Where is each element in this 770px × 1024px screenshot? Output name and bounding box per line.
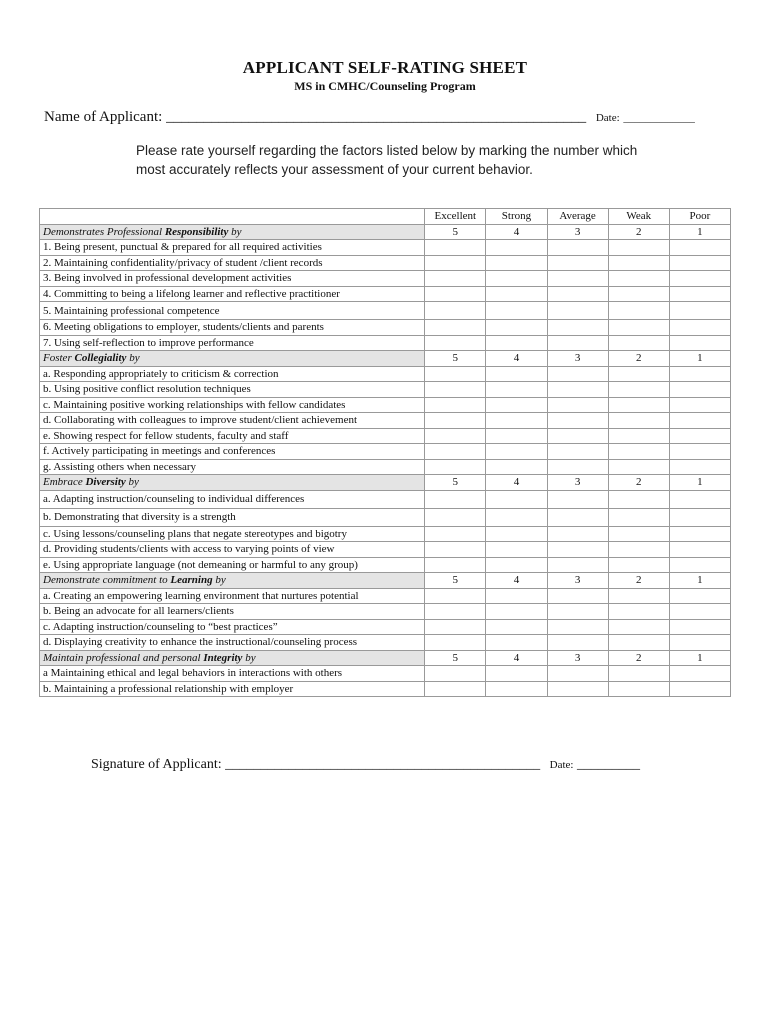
rating-cell[interactable]	[486, 557, 547, 573]
rating-cell[interactable]	[486, 681, 547, 697]
rating-cell[interactable]	[669, 302, 730, 320]
section-heading	[40, 351, 425, 367]
rating-value-cell[interactable]: 4	[486, 475, 547, 491]
rating-value-cell[interactable]: 3	[547, 573, 608, 589]
rating-cell[interactable]	[425, 666, 486, 682]
rating-cell[interactable]	[669, 542, 730, 558]
rating-cell[interactable]	[425, 444, 486, 460]
rating-cell[interactable]	[608, 286, 669, 302]
rating-cell[interactable]	[486, 542, 547, 558]
rating-cell[interactable]	[608, 635, 669, 651]
rating-cell[interactable]	[425, 459, 486, 475]
item-label: 5. Maintaining professional competence	[40, 302, 425, 320]
rating-value-cell[interactable]: 2	[608, 475, 669, 491]
rating-table	[39, 208, 731, 697]
rating-cell[interactable]	[486, 428, 547, 444]
item-label: 3. Being involved in professional development activities	[40, 271, 425, 287]
signature-date-label: Date:	[549, 759, 574, 771]
rating-cell[interactable]	[425, 320, 486, 336]
rating-value-cell[interactable]: 2	[608, 351, 669, 367]
rating-cell[interactable]	[547, 428, 608, 444]
rating-cell[interactable]	[608, 271, 669, 287]
rating-cell[interactable]	[425, 635, 486, 651]
rating-cell[interactable]	[608, 666, 669, 682]
rating-cell[interactable]	[547, 240, 608, 256]
rating-cell[interactable]	[669, 588, 730, 604]
rating-cell[interactable]	[486, 604, 547, 620]
rating-cell[interactable]	[669, 526, 730, 542]
rating-cell[interactable]	[425, 428, 486, 444]
section-keyword: Learning	[170, 574, 213, 587]
rating-cell[interactable]	[425, 490, 486, 508]
rating-cell[interactable]	[425, 382, 486, 398]
item-row	[40, 666, 731, 682]
item-label: 1. Being present, punctual & prepared for all required activities	[40, 240, 425, 256]
rating-cell[interactable]	[425, 619, 486, 635]
section-heading-prefix: Demonstrate commitment to	[43, 574, 171, 587]
rating-cell[interactable]	[486, 286, 547, 302]
rating-cell[interactable]	[669, 635, 730, 651]
date-label: Date:	[595, 112, 620, 124]
rating-cell[interactable]	[608, 428, 669, 444]
section-keyword: Integrity	[203, 651, 243, 664]
rating-value-cell[interactable]: 1	[669, 351, 730, 367]
rating-value-cell[interactable]: 5	[425, 351, 486, 367]
rating-cell[interactable]	[486, 413, 547, 429]
rating-cell[interactable]	[608, 557, 669, 573]
rating-value-cell[interactable]: 3	[547, 351, 608, 367]
item-label: c. Adapting instruction/counseling to “best practices”	[40, 619, 425, 635]
rating-cell[interactable]	[547, 681, 608, 697]
section-heading-prefix: Foster	[43, 352, 75, 365]
rating-cell[interactable]	[547, 459, 608, 475]
rating-cell[interactable]	[669, 382, 730, 398]
rating-cell[interactable]	[608, 588, 669, 604]
rating-cell[interactable]	[608, 444, 669, 460]
rating-cell[interactable]	[608, 302, 669, 320]
rating-cell[interactable]	[486, 397, 547, 413]
rating-value-cell[interactable]: 1	[669, 650, 730, 666]
rating-value-cell[interactable]: 1	[669, 573, 730, 589]
signature-date-field[interactable]: _________	[576, 757, 640, 772]
item-label: d. Displaying creativity to enhance the instructional/counseling process	[40, 635, 425, 651]
rating-value-cell[interactable]: 3	[547, 650, 608, 666]
rating-cell[interactable]	[608, 508, 669, 526]
rating-cell[interactable]	[669, 335, 730, 351]
rating-cell[interactable]	[608, 240, 669, 256]
rating-cell[interactable]	[547, 444, 608, 460]
item-row	[40, 619, 731, 635]
rating-cell[interactable]	[669, 508, 730, 526]
item-label: e. Showing respect for fellow students, faculty and staff	[40, 428, 425, 444]
item-label: b. Being an advocate for all learners/clients	[40, 604, 425, 620]
rating-cell[interactable]	[547, 335, 608, 351]
section-row	[40, 573, 731, 589]
rating-cell[interactable]	[608, 604, 669, 620]
rating-cell[interactable]	[669, 557, 730, 573]
section-row	[40, 224, 731, 240]
rating-cell[interactable]	[425, 542, 486, 558]
rating-cell[interactable]	[486, 508, 547, 526]
rating-cell[interactable]	[608, 413, 669, 429]
scale-header: Excellent	[425, 209, 486, 225]
rating-cell[interactable]	[547, 588, 608, 604]
rating-value-cell[interactable]: 1	[669, 224, 730, 240]
item-row	[40, 413, 731, 429]
rating-cell[interactable]	[547, 397, 608, 413]
rating-cell[interactable]	[547, 635, 608, 651]
item-row	[40, 240, 731, 256]
item-row	[40, 444, 731, 460]
item-row	[40, 542, 731, 558]
rating-cell[interactable]	[425, 588, 486, 604]
item-label: b. Using positive conflict resolution techniques	[40, 382, 425, 398]
rating-cell[interactable]	[486, 382, 547, 398]
rating-cell[interactable]	[669, 286, 730, 302]
rating-value-cell[interactable]: 4	[486, 573, 547, 589]
rating-value-cell[interactable]: 3	[547, 475, 608, 491]
date-field[interactable]: _____________	[623, 112, 695, 124]
instructions-line-2: most accurately reflects your assessment of your current behavior.	[136, 162, 533, 177]
item-row	[40, 271, 731, 287]
header-blank-cell	[40, 209, 425, 225]
item-row	[40, 490, 731, 508]
item-label: b. Maintaining a professional relationship with employer	[40, 681, 425, 697]
rating-value-cell[interactable]: 4	[486, 650, 547, 666]
item-label: e. Using appropriate language (not demeaning or harmful to any group)	[40, 557, 425, 573]
rating-cell[interactable]	[425, 604, 486, 620]
rating-cell[interactable]	[486, 335, 547, 351]
section-heading-suffix: by	[125, 476, 139, 489]
rating-cell[interactable]	[669, 604, 730, 620]
rating-cell[interactable]	[669, 320, 730, 336]
rating-cell[interactable]	[669, 444, 730, 460]
item-row	[40, 397, 731, 413]
rating-cell[interactable]	[425, 681, 486, 697]
rating-cell[interactable]	[425, 271, 486, 287]
rating-cell[interactable]	[547, 255, 608, 271]
item-row	[40, 459, 731, 475]
item-label: c. Maintaining positive working relationships with fellow candidates	[40, 397, 425, 413]
item-row	[40, 526, 731, 542]
item-row	[40, 588, 731, 604]
rating-cell[interactable]	[669, 397, 730, 413]
rating-value-cell[interactable]: 2	[608, 650, 669, 666]
form-title: APPLICANT SELF-RATING SHEET	[242, 58, 528, 77]
rating-cell[interactable]	[547, 490, 608, 508]
rating-cell[interactable]	[669, 366, 730, 382]
rating-value-cell[interactable]: 1	[669, 475, 730, 491]
section-heading	[40, 650, 425, 666]
scale-header: Average	[547, 209, 608, 225]
instructions	[136, 141, 676, 179]
rating-cell[interactable]	[425, 286, 486, 302]
rating-cell[interactable]	[547, 557, 608, 573]
rating-cell[interactable]	[486, 526, 547, 542]
item-row	[40, 320, 731, 336]
form-subtitle: MS in CMHC/Counseling Program	[294, 79, 476, 93]
section-heading-suffix: by	[242, 651, 256, 664]
applicant-name-row	[44, 109, 695, 126]
section-heading-suffix: by	[126, 352, 140, 365]
scale-header: Strong	[486, 209, 547, 225]
section-heading-suffix: by	[212, 574, 226, 587]
rating-cell[interactable]	[425, 335, 486, 351]
rating-cell[interactable]	[608, 542, 669, 558]
rating-cell[interactable]	[669, 459, 730, 475]
rating-cell[interactable]	[547, 619, 608, 635]
rating-cell[interactable]	[547, 604, 608, 620]
item-label: b. Demonstrating that diversity is a strength	[40, 508, 425, 526]
rating-cell[interactable]	[486, 490, 547, 508]
rating-cell[interactable]	[425, 366, 486, 382]
item-row	[40, 604, 731, 620]
section-heading-prefix: Maintain professional and personal	[43, 651, 204, 664]
section-heading	[40, 224, 425, 240]
rating-cell[interactable]	[669, 271, 730, 287]
section-heading	[40, 573, 425, 589]
rating-cell[interactable]	[608, 459, 669, 475]
rating-cell[interactable]	[669, 240, 730, 256]
item-label: a Maintaining ethical and legal behaviors in interactions with others	[40, 666, 425, 682]
rating-cell[interactable]	[669, 255, 730, 271]
signature-label: Signature of Applicant:	[91, 757, 222, 772]
section-row	[40, 351, 731, 367]
rating-cell[interactable]	[486, 619, 547, 635]
rating-cell[interactable]	[547, 286, 608, 302]
item-row	[40, 681, 731, 697]
rating-cell[interactable]	[547, 382, 608, 398]
item-row	[40, 335, 731, 351]
rating-cell[interactable]	[547, 542, 608, 558]
rating-cell[interactable]	[425, 557, 486, 573]
rating-cell[interactable]	[669, 428, 730, 444]
item-label: 2. Maintaining confidentiality/privacy of student /client records	[40, 255, 425, 271]
rating-value-cell[interactable]: 2	[608, 224, 669, 240]
rating-cell[interactable]	[608, 335, 669, 351]
rating-cell[interactable]	[425, 240, 486, 256]
rating-value-cell[interactable]: 5	[425, 475, 486, 491]
rating-cell[interactable]	[486, 255, 547, 271]
rating-cell[interactable]	[425, 413, 486, 429]
rating-cell[interactable]	[547, 526, 608, 542]
rating-value-cell[interactable]: 4	[486, 224, 547, 240]
section-keyword: Diversity	[85, 476, 126, 489]
rating-cell[interactable]	[669, 681, 730, 697]
rating-cell[interactable]	[425, 397, 486, 413]
rating-cell[interactable]	[486, 459, 547, 475]
item-row	[40, 302, 731, 320]
rating-cell[interactable]	[486, 666, 547, 682]
section-heading	[40, 475, 425, 491]
rating-cell[interactable]	[486, 635, 547, 651]
rating-cell[interactable]	[669, 413, 730, 429]
item-label: a. Creating an empowering learning environment that nurtures potential	[40, 588, 425, 604]
section-heading-prefix: Embrace	[43, 476, 86, 489]
signature-row	[91, 757, 640, 773]
rating-value-cell[interactable]: 5	[425, 573, 486, 589]
section-row	[40, 650, 731, 666]
rating-cell[interactable]	[486, 271, 547, 287]
section-heading-prefix: Demonstrates Professional	[43, 225, 165, 238]
item-label: a. Adapting instruction/counseling to individual differences	[40, 490, 425, 508]
item-label: c. Using lessons/counseling plans that negate stereotypes and bigotry	[40, 526, 425, 542]
rating-value-cell[interactable]: 3	[547, 224, 608, 240]
item-row	[40, 557, 731, 573]
rating-cell[interactable]	[608, 526, 669, 542]
scale-header: Poor	[669, 209, 730, 225]
rating-cell[interactable]	[547, 413, 608, 429]
rating-cell[interactable]	[486, 240, 547, 256]
scale-header-row	[40, 209, 731, 225]
rating-cell[interactable]	[669, 490, 730, 508]
item-label: d. Collaborating with colleagues to improve student/client achievement	[40, 413, 425, 429]
item-row	[40, 255, 731, 271]
rating-value-cell[interactable]: 2	[608, 573, 669, 589]
rating-cell[interactable]	[425, 255, 486, 271]
item-label: 6. Meeting obligations to employer, students/clients and parents	[40, 320, 425, 336]
rating-cell[interactable]	[425, 526, 486, 542]
rating-cell[interactable]	[547, 508, 608, 526]
rating-cell[interactable]	[486, 588, 547, 604]
rating-cell[interactable]	[608, 681, 669, 697]
rating-value-cell[interactable]: 5	[425, 650, 486, 666]
rating-cell[interactable]	[425, 508, 486, 526]
applicant-name-label: Name of Applicant:	[44, 109, 163, 125]
scale-header: Weak	[608, 209, 669, 225]
rating-cell[interactable]	[608, 382, 669, 398]
rating-cell[interactable]	[547, 271, 608, 287]
section-heading-suffix: by	[228, 225, 242, 238]
item-label: 4. Committing to being a lifelong learner and reflective practitioner	[40, 286, 425, 302]
item-row	[40, 508, 731, 526]
item-label: a. Responding appropriately to criticism & correction	[40, 366, 425, 382]
item-row	[40, 382, 731, 398]
rating-cell[interactable]	[669, 666, 730, 682]
item-row	[40, 366, 731, 382]
rating-cell[interactable]	[547, 366, 608, 382]
rating-cell[interactable]	[547, 302, 608, 320]
item-row	[40, 286, 731, 302]
item-row	[40, 428, 731, 444]
item-label: f. Actively participating in meetings and conferences	[40, 444, 425, 460]
rating-cell[interactable]	[669, 619, 730, 635]
signature-field[interactable]: _____________________________________________	[225, 757, 541, 772]
item-label: 7. Using self-reflection to improve performance	[40, 335, 425, 351]
rating-value-cell[interactable]: 4	[486, 351, 547, 367]
rating-cell[interactable]	[486, 320, 547, 336]
rating-cell[interactable]	[608, 255, 669, 271]
rating-cell[interactable]	[608, 619, 669, 635]
instructions-line-1: Please rate yourself regarding the factors listed below by marking the number which	[136, 143, 638, 158]
section-keyword: Collegiality	[74, 352, 127, 365]
rating-cell[interactable]	[425, 302, 486, 320]
item-label: d. Providing students/clients with access to varying points of view	[40, 542, 425, 558]
rating-cell[interactable]	[608, 320, 669, 336]
item-row	[40, 635, 731, 651]
applicant-name-field[interactable]: ________________________________________________________	[166, 109, 587, 125]
section-keyword: Responsibility	[164, 225, 229, 238]
rating-cell[interactable]	[608, 490, 669, 508]
rating-value-cell[interactable]: 5	[425, 224, 486, 240]
item-label: g. Assisting others when necessary	[40, 459, 425, 475]
rating-cell[interactable]	[486, 366, 547, 382]
rating-cell[interactable]	[608, 397, 669, 413]
rating-cell[interactable]	[547, 666, 608, 682]
rating-cell[interactable]	[547, 320, 608, 336]
section-row	[40, 475, 731, 491]
rating-cell[interactable]	[486, 444, 547, 460]
rating-cell[interactable]	[486, 302, 547, 320]
rating-cell[interactable]	[608, 366, 669, 382]
